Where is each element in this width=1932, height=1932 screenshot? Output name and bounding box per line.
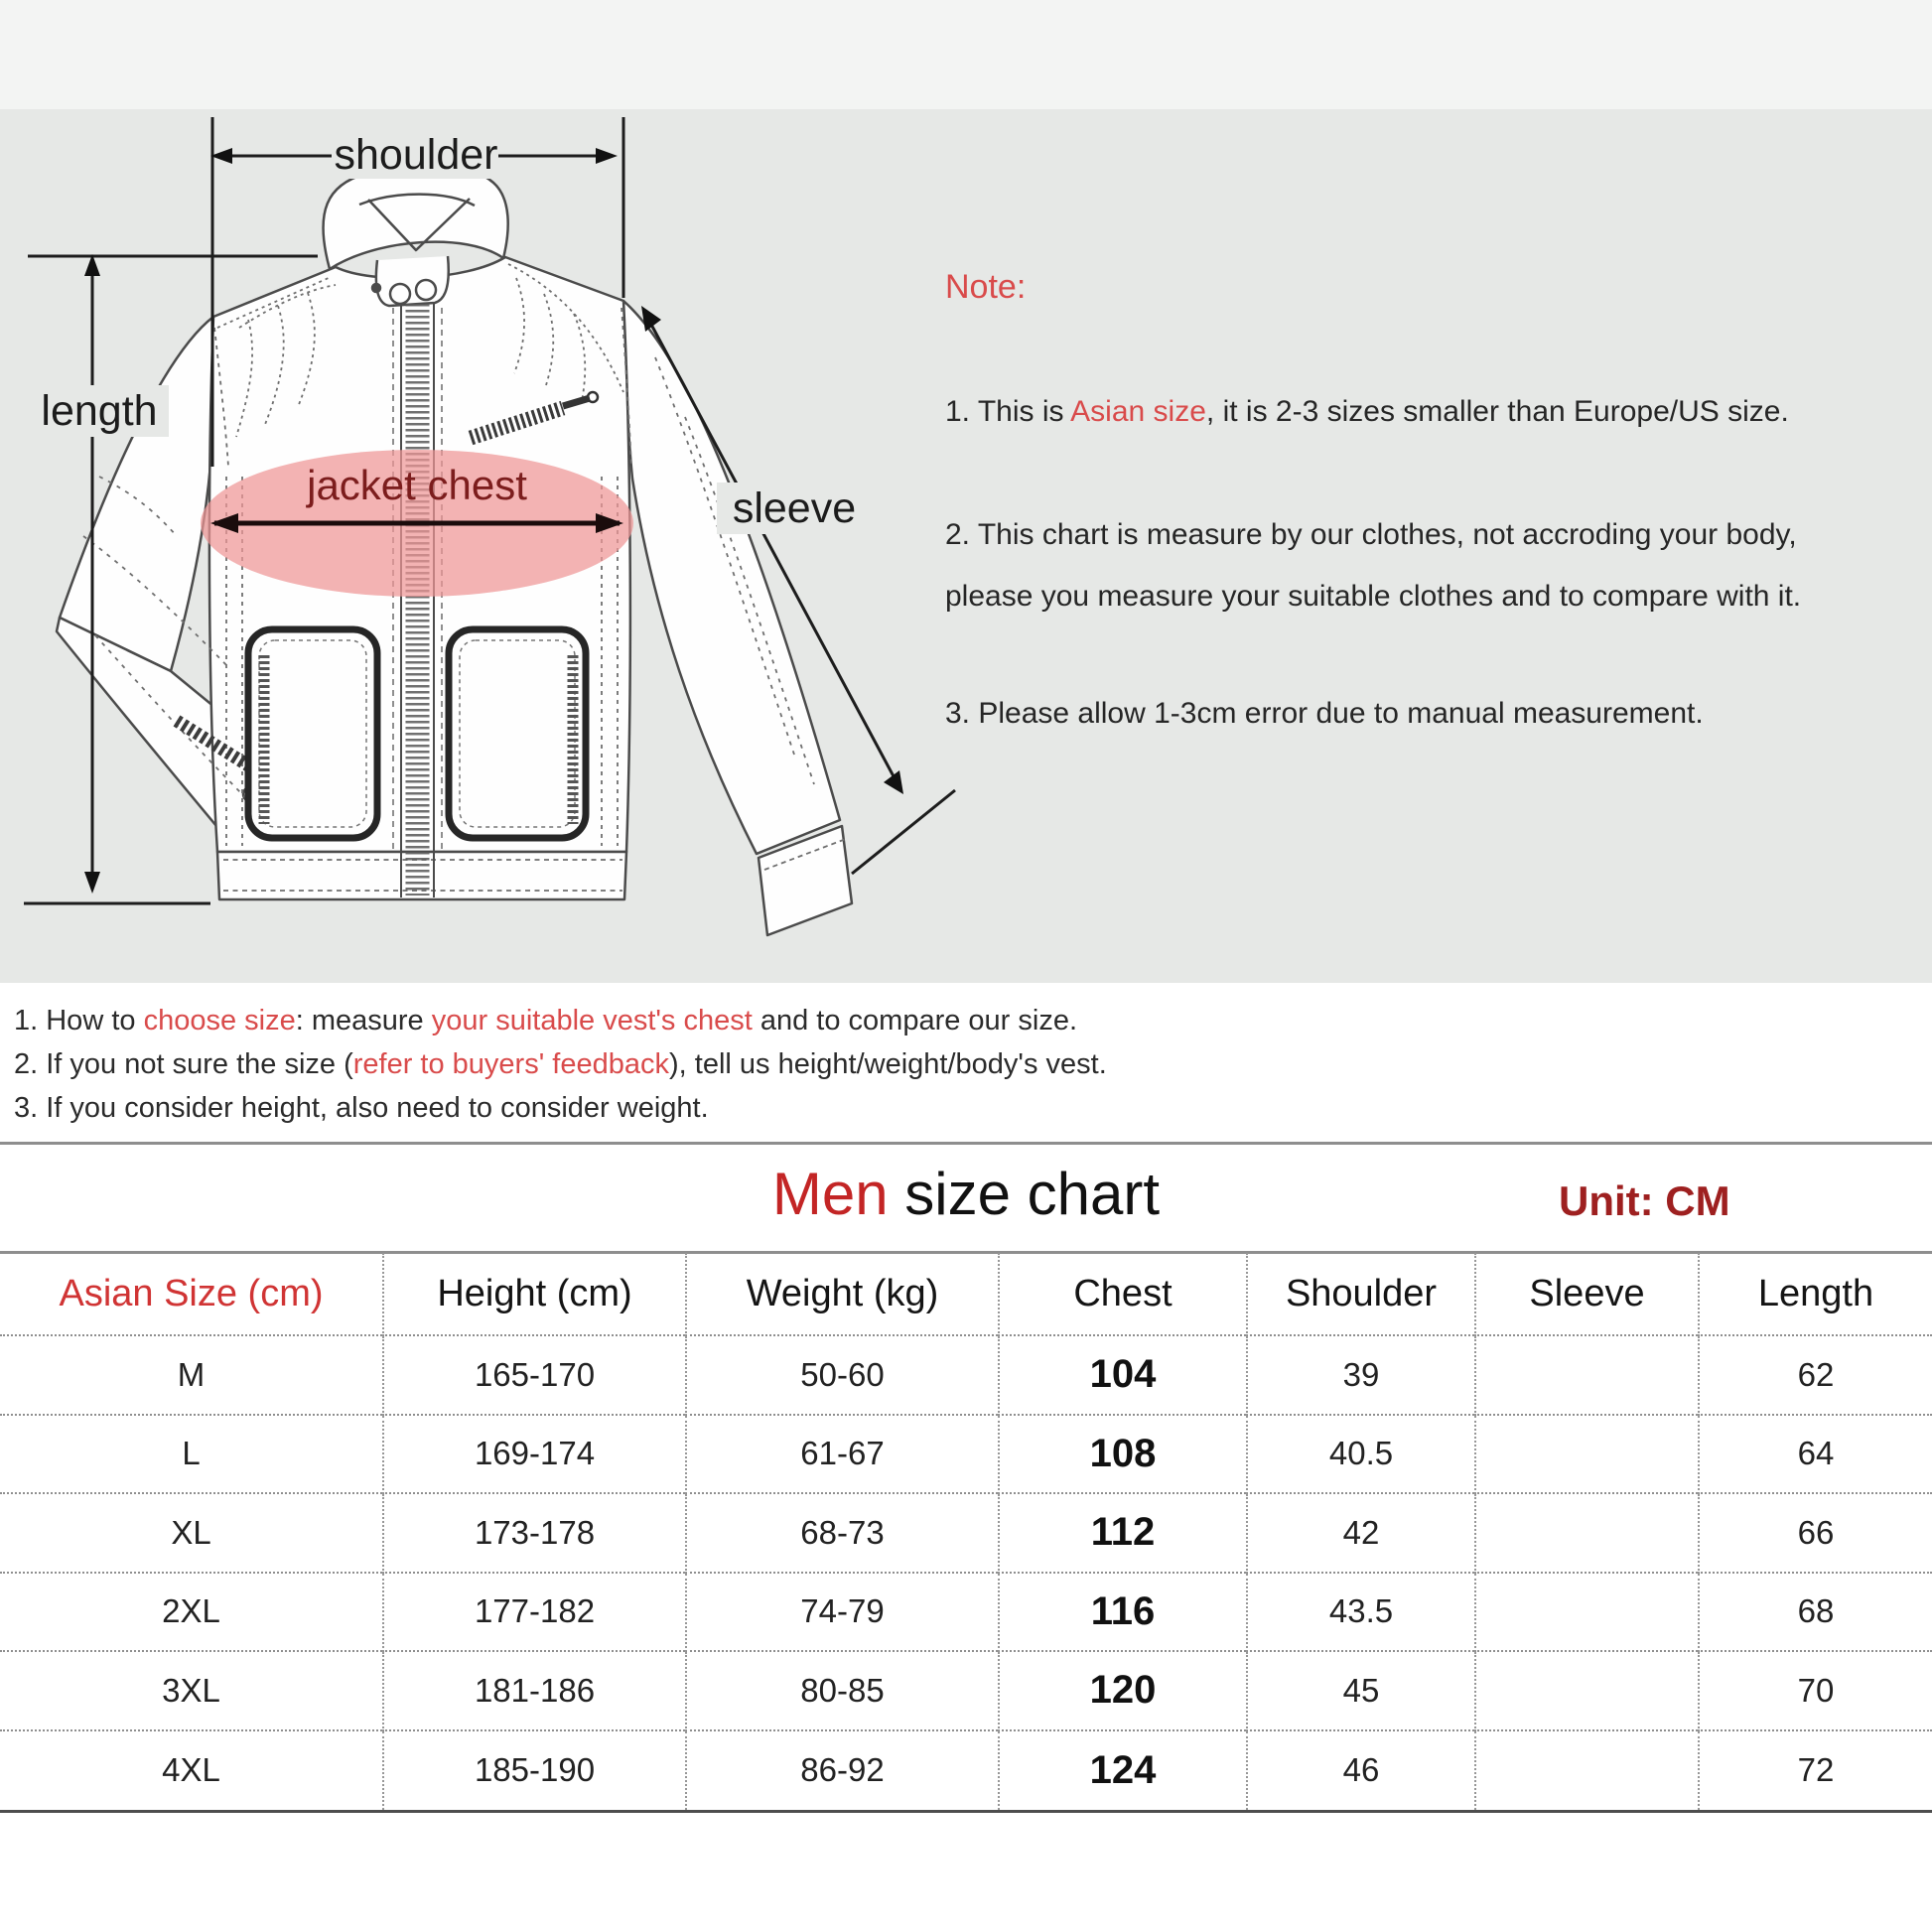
note-item-2-line1: 2. This chart is measure by our clothes, not accroding your body, [945, 518, 1797, 551]
howto2-red: refer to buyers' feedback [352, 1048, 669, 1080]
right-pocket [449, 629, 586, 838]
col-header-chest: Chest [998, 1253, 1246, 1336]
cell-height: 165-170 [382, 1336, 685, 1416]
cell-chest: 104 [998, 1336, 1246, 1416]
howto2-pre: 2. If you not sure the size ( [14, 1048, 353, 1080]
cell-height: 177-182 [382, 1574, 685, 1653]
cell-chest: 124 [998, 1731, 1246, 1811]
cell-shoulder: 46 [1246, 1731, 1474, 1811]
cell-height: 185-190 [382, 1731, 685, 1811]
cell-sleeve [1474, 1494, 1698, 1574]
note-item-2-line2: please you measure your suitable clothes and to compare with it. [945, 580, 1802, 613]
cell-chest: 112 [998, 1494, 1246, 1574]
col-header-asian-size: Asian Size (cm) [0, 1253, 382, 1336]
cell-weight: 86-92 [685, 1731, 998, 1811]
note-item-1 [945, 393, 1789, 431]
chart-title-rest: size chart [888, 1161, 1161, 1227]
cell-weight: 50-60 [685, 1336, 998, 1416]
cell-height: 181-186 [382, 1652, 685, 1731]
cell-chest: 120 [998, 1652, 1246, 1731]
howto-line-3: 3. If you consider height, also need to consider weight. [14, 1092, 709, 1124]
col-header-shoulder: Shoulder [1246, 1253, 1474, 1336]
jacket-chest-label: jacket chest [307, 462, 527, 508]
collar [323, 164, 507, 269]
cell-length: 72 [1698, 1731, 1932, 1811]
divider-top [0, 1142, 1932, 1145]
cell-size: M [0, 1336, 382, 1416]
collar-button [390, 284, 410, 304]
cell-height: 173-178 [382, 1494, 685, 1574]
howto1-post: and to compare our size. [752, 1005, 1078, 1036]
cell-length: 66 [1698, 1494, 1932, 1574]
collar-button-2 [416, 280, 436, 300]
col-header-height: Height (cm) [382, 1253, 685, 1336]
cell-size: 3XL [0, 1652, 382, 1731]
cell-shoulder: 42 [1246, 1494, 1474, 1574]
note1-pre: 1. This is [945, 395, 1071, 428]
cell-shoulder: 43.5 [1246, 1574, 1474, 1653]
cell-sleeve [1474, 1652, 1698, 1731]
length-label: length [41, 387, 158, 435]
shoulder-label: shoulder [334, 131, 498, 179]
howto1-mid: : measure [295, 1005, 432, 1036]
cell-weight: 80-85 [685, 1652, 998, 1731]
cell-size: XL [0, 1494, 382, 1574]
chart-title-red: Men [771, 1161, 889, 1227]
howto1-pre: 1. How to [14, 1005, 144, 1036]
right-sleeve [623, 301, 840, 854]
sleeve-label: sleeve [732, 484, 857, 532]
howto-line-2 [14, 1048, 1107, 1081]
howto1-red1: choose size [143, 1005, 296, 1036]
cell-sleeve [1474, 1336, 1698, 1416]
cell-shoulder: 39 [1246, 1336, 1474, 1416]
cell-length: 68 [1698, 1574, 1932, 1653]
jacket-diagram [0, 0, 993, 983]
cell-sleeve [1474, 1574, 1698, 1653]
cell-length: 62 [1698, 1336, 1932, 1416]
howto-line-1 [14, 1005, 1077, 1037]
cell-chest: 108 [998, 1416, 1246, 1495]
table-bottom-rule [0, 1810, 1932, 1813]
cell-chest: 116 [998, 1574, 1246, 1653]
cell-weight: 61-67 [685, 1416, 998, 1495]
col-header-length: Length [1698, 1253, 1932, 1336]
cell-length: 64 [1698, 1416, 1932, 1495]
cell-size: 2XL [0, 1574, 382, 1653]
howto2-post: ), tell us height/weight/body's vest. [669, 1048, 1107, 1080]
cell-shoulder: 45 [1246, 1652, 1474, 1731]
note1-red: Asian size [1070, 395, 1206, 428]
cell-sleeve [1474, 1731, 1698, 1811]
cell-weight: 74-79 [685, 1574, 998, 1653]
notes-heading: Note: [945, 268, 1027, 306]
col-header-weight: Weight (kg) [685, 1253, 998, 1336]
cell-size: 4XL [162, 1751, 220, 1789]
left-sleeve [60, 317, 213, 671]
cell-height: 169-174 [382, 1416, 685, 1495]
collar-snap-dot [372, 284, 380, 292]
unit-label: Unit: CM [1559, 1177, 1730, 1224]
cell-sleeve [1474, 1416, 1698, 1495]
size-table [0, 1253, 1932, 1810]
col-header-sleeve: Sleeve [1474, 1253, 1698, 1336]
cell-shoulder: 40.5 [1246, 1416, 1474, 1495]
note1-post: , it is 2-3 sizes smaller than Europe/US size. [1205, 395, 1789, 428]
note-item-3: 3. Please allow 1-3cm error due to manual measurement. [945, 697, 1704, 730]
cell-length: 70 [1698, 1652, 1932, 1731]
howto1-red2: your suitable vest's chest [431, 1005, 753, 1036]
cell-weight: 68-73 [685, 1494, 998, 1574]
collar-tab [376, 256, 449, 306]
cell-size: L [0, 1416, 382, 1495]
